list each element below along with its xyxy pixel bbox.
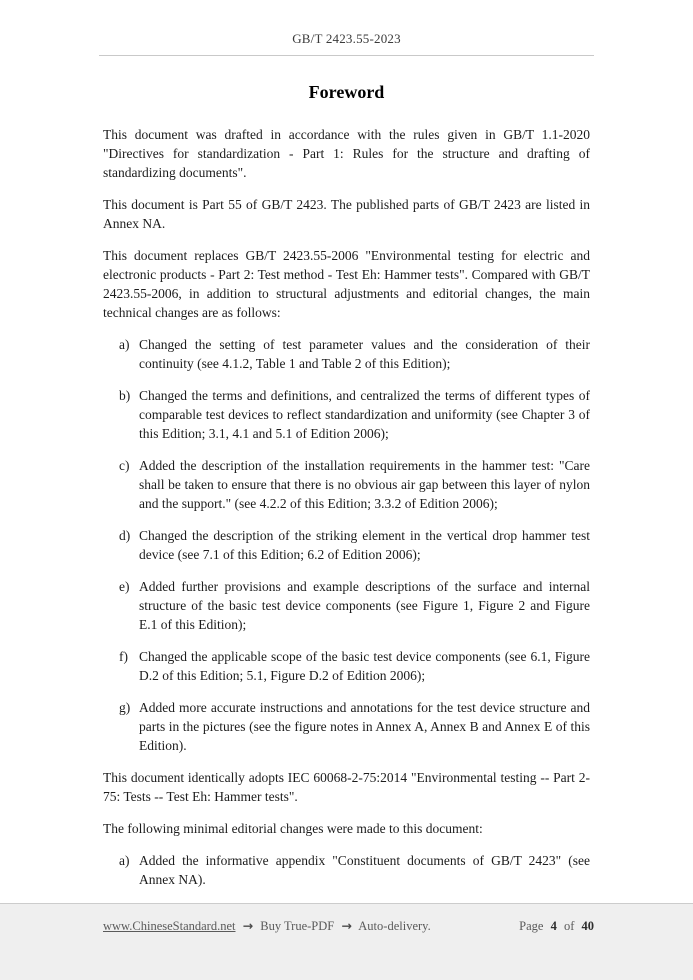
- list-item-a-12: [103, 851, 590, 889]
- list-item-text: Added the description of the installation requirements in the hammer test: "Care shall be taken to ensure that there is no obvious air gap between this layer of nylon and the support." (see 4.2.2 of this Edition; 3.3.2 of Edition 2006);: [139, 458, 590, 511]
- buy-pdf-label: Buy True-PDF: [260, 919, 335, 933]
- footer-source-line: [103, 918, 435, 934]
- page-footer: [0, 903, 693, 980]
- paragraph: The following minimal editorial changes were made to this document:: [103, 821, 483, 836]
- paragraph: This document replaces GB/T 2423.55-2006 "Environmental testing for electric and electronic products - Part 2: Test method - Test Eh: Hammer tests". Compared with GB/T 2423.55-2006, in addition to structural adjustments and editorial changes, the main technical changes are as follows:: [103, 248, 590, 320]
- content-blocks: [103, 125, 590, 889]
- list-item-text: Changed the applicable scope of the basic test device components (see 6.1, Figure D.2 of this Edition; 5.1, Figure D.2 of Edition 2006);: [139, 649, 590, 683]
- list-item-b-4: [103, 386, 590, 443]
- paragraph: This document is Part 55 of GB/T 2423. The published parts of GB/T 2423 are listed in Annex NA.: [103, 197, 590, 231]
- page-label: Page: [519, 919, 544, 933]
- paragraph: This document identically adopts IEC 60068-2-75:2014 "Environmental testing -- Part 2-75: Tests -- Test Eh: Hammer tests".: [103, 770, 590, 804]
- list-item-text: Changed the setting of test parameter values and the consideration of their continuity (see 4.1.2, Table 1 and Table 2 of this Edition);: [139, 337, 590, 371]
- list-marker: f): [119, 649, 128, 664]
- list-marker: c): [119, 458, 130, 473]
- page-total: 40: [581, 919, 594, 933]
- list-item-text: Added further provisions and example descriptions of the surface and internal structure of the basic test device components (see Figure 1, Figure 2 and Figure E.1 of this Edition);: [139, 579, 590, 632]
- document-number: GB/T 2423.55-2023: [292, 31, 401, 46]
- page-number: 4: [550, 919, 557, 933]
- list-item-f-8: [103, 647, 590, 685]
- paragraph: This document was drafted in accordance with the rules given in GB/T 1.1-2020 "Directives for standardization - Part 1: Rules for the structure and drafting of standardizing documents".: [103, 127, 590, 180]
- list-marker: a): [119, 337, 130, 352]
- list-marker: b): [119, 388, 131, 403]
- of-label: of: [563, 919, 575, 933]
- list-marker: a): [119, 853, 130, 868]
- arrow-icon: →: [242, 918, 254, 933]
- list-marker: d): [119, 528, 131, 543]
- list-item-g-9: [103, 698, 590, 755]
- list-item-text: Changed the terms and definitions, and centralized the terms of different types of comparable test devices to reflect standardization and uniformity (see Chapter 3 of this Edition; 3.1, 4.1 and 5.1 of Edition 2006);: [139, 388, 590, 441]
- list-item-e-7: [103, 577, 590, 634]
- website-link[interactable]: www.ChineseStandard.net: [103, 919, 236, 933]
- list-item-c-5: [103, 456, 590, 513]
- auto-delivery-label: Auto-delivery.: [358, 919, 431, 933]
- header-divider: [99, 55, 594, 56]
- list-item-text: Changed the description of the striking element in the vertical drop hammer test device (see 7.1 of this Edition; 6.2 of Edition 2006);: [139, 528, 590, 562]
- list-item-text: Added more accurate instructions and annotations for the test device structure and parts in the pictures (see the figure notes in Annex A, Annex B and Annex E of this Edition).: [139, 700, 590, 753]
- page-title: Foreword: [308, 82, 385, 102]
- list-marker: e): [119, 579, 130, 594]
- list-marker: g): [119, 700, 131, 715]
- page-indicator: [515, 919, 594, 934]
- list-item-text: Added the informative appendix "Constituent documents of GB/T 2423" (see Annex NA).: [139, 853, 590, 887]
- list-item-d-6: [103, 526, 590, 564]
- document-body: [0, 81, 693, 889]
- arrow-icon: →: [341, 918, 352, 933]
- list-item-a-3: [103, 335, 590, 373]
